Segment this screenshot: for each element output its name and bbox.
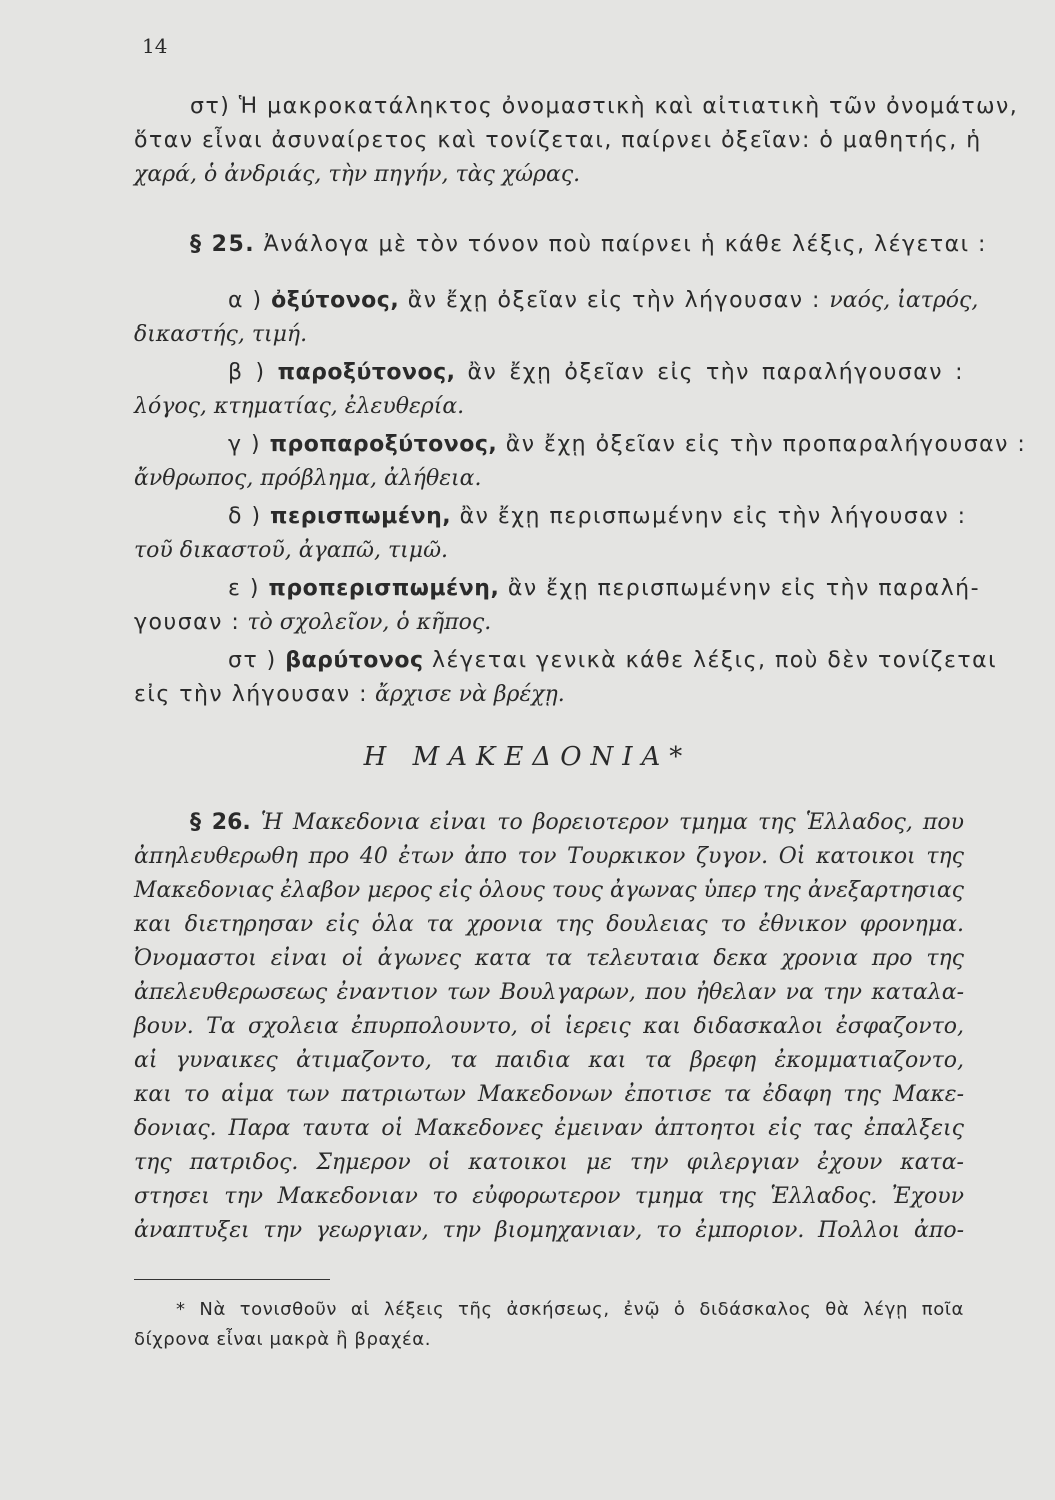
para-st-line-2: ὅταν εἶναι ἀσυναίρετος καὶ τονίζεται, παίρνει ὀξεῖαν: ὁ μαθητής, ἡ: [134, 128, 982, 153]
item-d-examples: τοῦ δικαστοῦ, ἀγαπῶ, τιμῶ.: [134, 538, 449, 563]
item-b-term: παροξύτονος,: [277, 360, 456, 385]
item-f-term: βαρύτονος: [285, 648, 424, 673]
item-f-mark: στ ): [228, 648, 277, 673]
item-c-mark: γ ): [228, 432, 262, 457]
item-a-term: ὀξύτονος,: [271, 288, 400, 313]
item-a-examples: ναός, ἰατρός,: [829, 288, 979, 313]
sec25-number: § 25.: [190, 232, 256, 257]
sec25-item-f: [228, 644, 998, 678]
footnote-line-2: δίχρονα εἶναι μακρὰ ἢ βραχέα.: [134, 1329, 432, 1350]
sec26-number: § 26.: [190, 810, 251, 835]
sec26-line-1: [190, 806, 964, 840]
item-a-examples-cont: δικαστής, τιμή.: [134, 322, 308, 347]
footnote-rule: [134, 1279, 330, 1280]
sec25-intro: [190, 228, 987, 262]
sec26-line: Ὀνομαστοι εἰναι οἱ ἀγωνες κατα τα τελευταια δεκα χρονια προ της: [134, 946, 964, 971]
para-st-line-3: χαρά, ὁ ἀνδριάς, τὴν πηγήν, τὰς χώρας.: [134, 162, 581, 187]
item-f-continuation: [134, 678, 964, 712]
sec26-line: δονιας. Παρα ταυτα οἱ Μακεδονες ἐμειναν ἀπτοητοι εἰς τας ἐπαλξεις: [134, 1116, 964, 1141]
page-number: 14: [142, 34, 168, 58]
sec26-line-1-text: Ἡ Μακεδονια εἰναι το βορειοτερον τμημα της Ἑλλαδος, που: [260, 810, 965, 835]
item-b-examples: λόγος, κτηματίας, ἐλευθερία.: [134, 394, 465, 419]
sec26-line: Μακεδονιας ἐλαβον μερος εἰς ὁλους τους ἀγωνας ὑπερ της ἀνεξαρτησιας: [134, 878, 964, 903]
sec26-line: ἀπελευθερωσεως ἐναντιον των Βουλγαρων, που ἠθελαν να την καταλα-: [134, 980, 964, 1005]
item-e-definition: ἂν ἔχῃ περισπωμένην εἰς τὴν παραλή-: [507, 576, 981, 601]
sec25-item-d: [228, 500, 967, 534]
item-b-mark: β ): [228, 360, 266, 385]
sec26-line: και το αἱμα των πατριωτων Μακεδονων ἐποτισε τα ἐδαφη της Μακε-: [134, 1082, 964, 1107]
item-c-examples: ἄνθρωπος, πρόβλημα, ἀλήθεια.: [134, 466, 482, 491]
sec25-item-b: [228, 356, 964, 390]
item-e-examples: τὸ σχολεῖον, ὁ κῆπος.: [247, 610, 492, 635]
item-e-cont-text: γουσαν :: [134, 610, 241, 635]
item-f-examples: ἄρχισε νὰ βρέχῃ.: [375, 682, 565, 707]
item-e-mark: ε ): [228, 576, 260, 601]
item-c-term: προπαροξύτονος,: [269, 432, 498, 457]
sec26-line: ἀναπτυξει την γεωργιαν, την βιομηχανιαν, το ἐμποριον. Πολλοι ἀπο-: [134, 1218, 964, 1243]
footnote-line-1: * Νὰ τονισθοῦν αἱ λέξεις τῆς ἀσκήσεως, ἐνῷ ὁ διδάσκαλος θὰ λέγῃ ποῖα: [176, 1299, 964, 1320]
sec26-line: αἱ γυναικες ἀτιμαζοντο, τα παιδια και τα βρεφη ἐκομματιαζοντο,: [134, 1048, 964, 1073]
item-f-definition: λέγεται γενικὰ κάθε λέξις, ποὺ δὲν τονίζεται: [432, 648, 998, 673]
sec26-line: στησει την Μακεδονιαν το εὐφορωτερον τμημα της Ἑλλαδος. Ἐχουν: [134, 1184, 964, 1209]
item-a-mark: α ): [228, 288, 263, 313]
item-d-definition: ἂν ἔχῃ περισπωμένην εἰς τὴν λήγουσαν :: [459, 504, 967, 529]
item-b-definition: ἂν ἔχῃ ὀξεῖαν εἰς τὴν παραλήγουσαν :: [467, 360, 965, 385]
sec26-line: βουν. Τα σχολεια ἐπυρπολουντο, οἱ ἱερεις και διδασκαλοι ἐσφαζοντο,: [134, 1014, 964, 1039]
item-d-mark: δ ): [228, 504, 262, 529]
sec25-intro-text: Ἀνάλογα μὲ τὸν τόνον ποὺ παίρνει ἡ κάθε λέξις, λέγεται :: [263, 232, 987, 257]
sec26-line: και διετηρησαν εἰς ὁλα τα χρονια της δουλειας το ἐθνικον φρονημα.: [134, 912, 964, 937]
item-e-term: προπερισπωμένη,: [268, 576, 500, 601]
sec26-line: ἀπηλευθερωθη προ 40 ἐτων ἀπο τον Τουρκικον ζυγον. Οἱ κατοικοι της: [134, 844, 964, 869]
sec26-line: της πατριδος. Σημερον οἱ κατοικοι με την φιλεργιαν ἐχουν κατα-: [134, 1150, 964, 1175]
section-heading: Η ΜΑΚΕΔΟΝΙΑ*: [363, 742, 692, 772]
sec25-item-e: [228, 572, 981, 606]
item-c-definition: ἂν ἔχῃ ὀξεῖαν εἰς τὴν προπαραλήγουσαν :: [505, 432, 1027, 457]
para-st-line-1: στ) Ἡ μακροκατάληκτος ὀνομαστικὴ καὶ αἰτιατικὴ τῶν ὀνομάτων,: [190, 94, 1019, 119]
sec25-item-c: [228, 428, 1027, 462]
sec25-item-a: [228, 284, 979, 318]
item-a-definition: ἂν ἔχῃ ὀξεῖαν εἰς τὴν λήγουσαν :: [407, 288, 821, 313]
item-e-continuation: [134, 606, 964, 640]
item-d-term: περισπωμένη,: [270, 504, 452, 529]
item-f-cont-text: εἰς τὴν λήγουσαν :: [134, 682, 369, 707]
